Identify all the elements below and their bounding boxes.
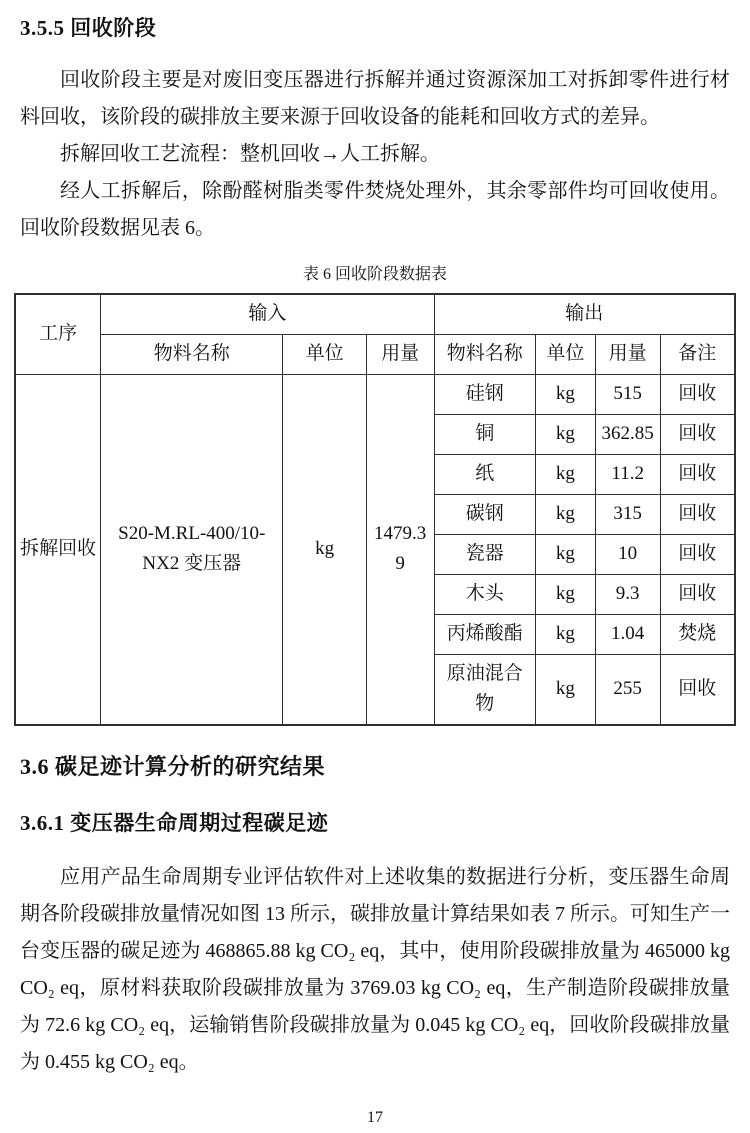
cell-process: 拆解回收 bbox=[15, 374, 101, 725]
header-output-material: 物料名称 bbox=[434, 334, 536, 374]
paragraph-recycle-overview: 回收阶段主要是对废旧变压器进行拆解并通过资源深加工对拆卸零件进行材料回收，该阶段的碳排放主要来源于回收设备的能耗和回收方式的差异。 bbox=[20, 69, 730, 128]
table-row-output-1 bbox=[15, 374, 735, 414]
cell-output-unit: kg bbox=[536, 494, 596, 534]
table-header-row-groups bbox=[15, 294, 735, 334]
cell-output-amount: 11.2 bbox=[595, 454, 660, 494]
cell-input-amount: 1479.39 bbox=[366, 374, 434, 725]
header-output-group: 输出 bbox=[434, 294, 735, 334]
section-heading-3-6: 3.6 碳足迹计算分析的研究结果 bbox=[20, 754, 326, 780]
cell-output-material: 铜 bbox=[434, 414, 536, 454]
cell-output-amount: 1.04 bbox=[595, 614, 660, 654]
cell-output-unit: kg bbox=[536, 654, 596, 725]
paragraph-after-dismantle: 经人工拆解后，除酚醛树脂类零件焚烧处理外，其余零部件均可回收使用。回收阶段数据见表 6。 bbox=[20, 180, 730, 239]
cell-output-remark: 回收 bbox=[660, 414, 735, 454]
cell-output-amount: 10 bbox=[595, 534, 660, 574]
cell-output-remark: 焚烧 bbox=[660, 614, 735, 654]
cell-output-remark: 回收 bbox=[660, 534, 735, 574]
cell-output-material: 碳钢 bbox=[434, 494, 536, 534]
cell-output-unit: kg bbox=[536, 414, 596, 454]
section-heading-3-6-1: 3.6.1 变压器生命周期过程碳足迹 bbox=[20, 811, 329, 836]
cell-output-amount: 362.85 bbox=[595, 414, 660, 454]
cell-output-material: 木头 bbox=[434, 574, 536, 614]
cell-output-material: 纸 bbox=[434, 454, 536, 494]
header-input-material: 物料名称 bbox=[101, 334, 283, 374]
header-process: 工序 bbox=[15, 294, 101, 374]
cell-output-unit: kg bbox=[536, 374, 596, 414]
section-heading-3-5-5: 3.5.5 回收阶段 bbox=[20, 16, 157, 40]
paragraph-process-flow: 拆解回收工艺流程：整机回收→人工拆解。 bbox=[60, 143, 440, 165]
header-input-group: 输入 bbox=[101, 294, 434, 334]
cell-output-amount: 9.3 bbox=[595, 574, 660, 614]
table-6-recycle-stage-data bbox=[14, 293, 736, 726]
cell-output-remark: 回收 bbox=[660, 374, 735, 414]
cell-output-material: 原油混合物 bbox=[434, 654, 536, 725]
cell-input-material: S20-M.RL-400/10-NX2 变压器 bbox=[101, 374, 283, 725]
cell-output-material: 瓷器 bbox=[434, 534, 536, 574]
cell-output-amount: 315 bbox=[595, 494, 660, 534]
header-output-amount: 用量 bbox=[595, 334, 660, 374]
cell-output-unit: kg bbox=[536, 614, 596, 654]
table-6-caption: 表 6 回收阶段数据表 bbox=[302, 266, 447, 283]
header-input-unit: 单位 bbox=[283, 334, 367, 374]
cell-output-amount: 515 bbox=[595, 374, 660, 414]
cell-input-unit: kg bbox=[283, 374, 367, 725]
cell-output-unit: kg bbox=[536, 534, 596, 574]
header-output-unit: 单位 bbox=[536, 334, 596, 374]
cell-output-remark: 回收 bbox=[660, 654, 735, 725]
cell-output-material: 硅钢 bbox=[434, 374, 536, 414]
cell-output-unit: kg bbox=[536, 454, 596, 494]
header-output-remark: 备注 bbox=[660, 334, 735, 374]
cell-output-remark: 回收 bbox=[660, 574, 735, 614]
header-input-amount: 用量 bbox=[366, 334, 434, 374]
cell-output-unit: kg bbox=[536, 574, 596, 614]
page-number: 17 bbox=[367, 1109, 383, 1126]
paragraph-carbon-footprint-results: 应用产品生命周期专业评估软件对上述收集的数据进行分析，变压器生命周期各阶段碳排放量情况如图 13 所示，碳排放量计算结果如表 7 所示。可知生产一台变压器的碳足迹为 468865.88 kg CO₂ eq，其中，使用阶段碳排放量为 465000 kg CO₂ eq，原材料获取阶段碳排放量为 3769.03 kg CO₂ eq，生产制造阶段碳排放量为 72.6 kg CO₂ eq，运输销售阶段碳排放量为 0.045 kg CO₂ eq，回收阶段碳排放量为 0.455 kg CO₂ eq。 bbox=[20, 866, 730, 1074]
cell-output-amount: 255 bbox=[595, 654, 660, 725]
cell-output-remark: 回收 bbox=[660, 454, 735, 494]
cell-output-remark: 回收 bbox=[660, 494, 735, 534]
table-header-row-columns bbox=[15, 334, 735, 374]
cell-output-material: 丙烯酸酯 bbox=[434, 614, 536, 654]
